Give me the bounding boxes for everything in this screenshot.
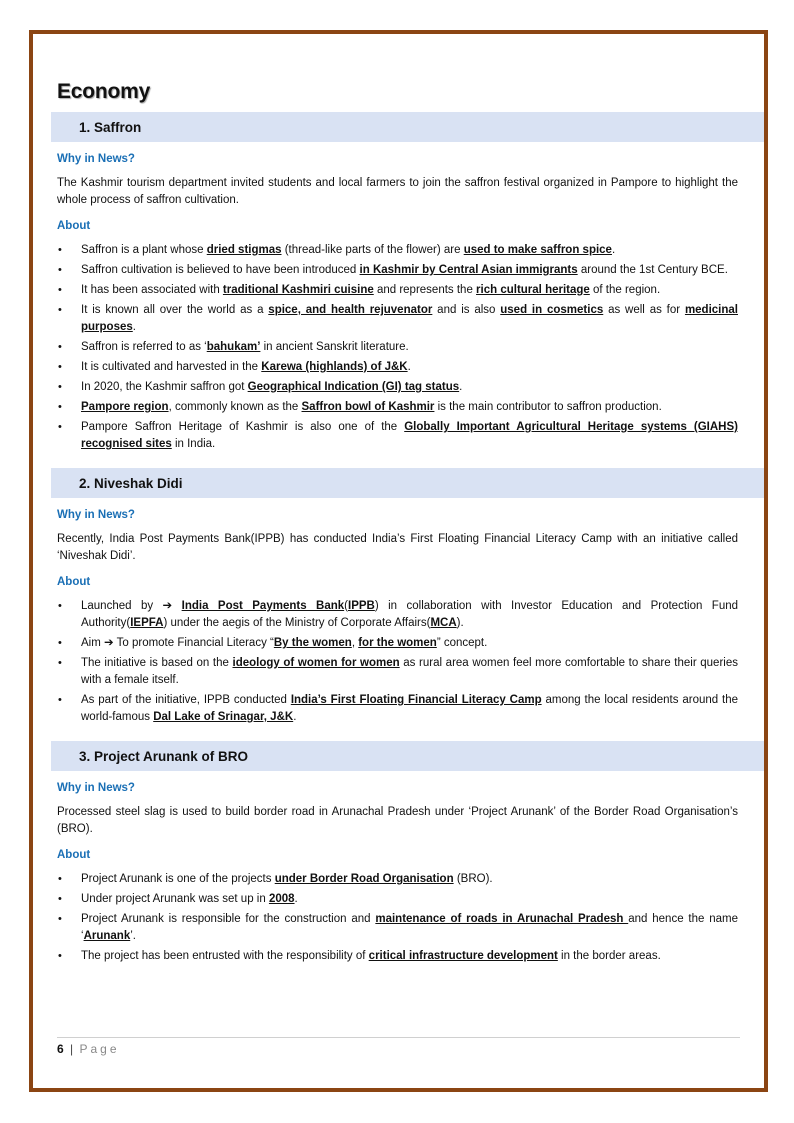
emphasis-text: By the women xyxy=(273,637,352,649)
list-item xyxy=(57,302,738,336)
section-heading: 3. Project Arunank of BRO xyxy=(51,741,764,771)
body-text: It is known all over the world as a xyxy=(81,304,269,316)
list-item xyxy=(57,598,738,632)
emphasis-text: dried stigmas xyxy=(206,244,282,256)
emphasis-text: India’s First Floating Financial Literacy Camp xyxy=(290,694,542,706)
body-text: in ancient Sanskrit literature. xyxy=(260,341,409,353)
body-text: Project Arunank is one of the projects xyxy=(81,873,275,885)
emphasis-text: Saffron bowl of Kashmir xyxy=(301,401,435,413)
emphasis-text: rich cultural heritage xyxy=(476,284,590,296)
about-label: About xyxy=(57,220,91,232)
bullet-icon: • xyxy=(58,401,62,413)
body-text: (BRO). xyxy=(453,873,493,885)
bullet-list xyxy=(57,242,738,453)
why-in-news-text: The Kashmir tourism department invited students and local farmers to join the saffron festival organized in Pampore to highlight the whole process of saffron cultivation. xyxy=(57,177,738,206)
emphasis-text: MCA xyxy=(430,617,457,629)
body-text: Saffron is a plant whose xyxy=(81,244,207,256)
bullet-icon: • xyxy=(58,244,62,256)
document-body xyxy=(57,78,738,968)
emphasis-text: critical infrastructure development xyxy=(368,950,558,962)
list-item xyxy=(57,948,738,965)
emphasis-text: used in cosmetics xyxy=(500,304,604,316)
list-item xyxy=(57,911,738,945)
body-text: . xyxy=(294,893,298,905)
bullet-icon: • xyxy=(58,381,62,393)
page-title: Economy xyxy=(57,80,151,103)
why-in-news-label: Why in News? xyxy=(57,153,135,165)
bullet-icon: • xyxy=(58,950,62,962)
body-text: ( xyxy=(344,600,348,612)
bullet-icon: • xyxy=(58,264,62,276)
body-text: Aim ➔ To promote Financial Literacy “ xyxy=(81,637,274,649)
emphasis-text: Geographical Indication (GI) tag status xyxy=(247,381,460,393)
body-text: and hence the name ‘ xyxy=(81,913,738,942)
why-in-news-text: Processed steel slag is used to build border road in Arunachal Pradesh under ‘Project Arunank’ of the Border Road Organisation’s (BRO). xyxy=(57,806,738,835)
bullet-icon: • xyxy=(58,341,62,353)
list-item xyxy=(57,871,738,888)
body-text: Under project Arunank was set up in xyxy=(81,893,269,905)
body-text: Pampore Saffron Heritage of Kashmir is also one of the xyxy=(81,421,405,433)
body-text: It is cultivated and harvested in the xyxy=(81,361,262,373)
list-item xyxy=(57,891,738,908)
bullet-icon: • xyxy=(58,284,62,296)
section-project-arunank xyxy=(57,741,738,965)
why-in-news-label: Why in News? xyxy=(57,782,135,794)
bullet-icon: • xyxy=(58,893,62,905)
body-text: Saffron is referred to as ‘ xyxy=(81,341,207,353)
body-text: In 2020, the Kashmir saffron got xyxy=(81,381,248,393)
list-item xyxy=(57,379,738,396)
emphasis-text: 2008 xyxy=(268,893,295,905)
emphasis-text: for the women xyxy=(358,637,437,649)
body-text: ” concept. xyxy=(436,637,488,649)
emphasis-text: traditional Kashmiri cuisine xyxy=(222,284,374,296)
emphasis-text: IPPB xyxy=(348,600,375,612)
page-number: 6 xyxy=(57,1042,64,1056)
body-text: The project has been entrusted with the responsibility of xyxy=(81,950,369,962)
body-text: ). xyxy=(456,617,464,629)
emphasis-text: Arunank xyxy=(83,930,131,942)
emphasis-text: India Post Payments Bank xyxy=(181,600,345,612)
list-item xyxy=(57,282,738,299)
bullet-icon: • xyxy=(58,913,62,925)
emphasis-text: Dal Lake of Srinagar, J&K xyxy=(153,711,294,723)
why-in-news-text: Recently, India Post Payments Bank(IPPB) has conducted India’s First Floating Financial Literacy Camp with an initiative called ‘Niveshak Didi’. xyxy=(57,533,738,562)
body-text: . xyxy=(611,244,616,256)
body-text: Launched by ➔ xyxy=(81,600,182,612)
body-text: . xyxy=(407,361,411,373)
body-text: . xyxy=(132,321,136,333)
why-in-news-label: Why in News? xyxy=(57,509,135,521)
list-item xyxy=(57,419,738,453)
footer-separator: | xyxy=(70,1042,74,1056)
list-item xyxy=(57,635,738,652)
about-label: About xyxy=(57,576,91,588)
body-text: (thread-like parts of the flower) are xyxy=(281,244,464,256)
body-text: as well as for xyxy=(603,304,685,316)
body-text: of the region. xyxy=(589,284,661,296)
body-text: among the local residents around the world-famous xyxy=(81,694,739,723)
body-text: as rural area women feel more comfortable to share their queries with a female itself. xyxy=(81,657,738,686)
section-saffron xyxy=(57,112,738,453)
emphasis-text: maintenance of roads in Arunachal Pradesh xyxy=(375,913,629,925)
list-item xyxy=(57,262,738,279)
emphasis-text: spice, and health rejuvenator xyxy=(268,304,433,316)
section-heading: 2. Niveshak Didi xyxy=(51,468,764,498)
emphasis-text: used to make saffron spice xyxy=(463,244,612,256)
emphasis-text: in Kashmir by Central Asian immigrants xyxy=(359,264,578,276)
bullet-icon: • xyxy=(58,657,62,669)
footer-divider xyxy=(57,1037,740,1038)
body-text: ’. xyxy=(130,930,136,942)
bullet-list xyxy=(57,598,738,726)
about-label: About xyxy=(57,849,91,861)
bullet-icon: • xyxy=(58,637,62,649)
body-text: is the main contributor to saffron production. xyxy=(434,401,662,413)
body-text: . xyxy=(459,381,463,393)
body-text: The initiative is based on the xyxy=(81,657,233,669)
bullet-icon: • xyxy=(58,694,62,706)
bullet-icon: • xyxy=(58,361,62,373)
body-text: ) in collaboration with Investor Education and Protection Fund Authority( xyxy=(81,600,739,629)
emphasis-text: medicinal purposes xyxy=(81,304,738,333)
list-item xyxy=(57,692,738,726)
emphasis-text: Karewa (highlands) of J&K xyxy=(261,361,408,373)
list-item xyxy=(57,655,738,689)
emphasis-text: IEPFA xyxy=(130,617,164,629)
page-label: Page xyxy=(79,1042,120,1056)
list-item xyxy=(57,242,738,259)
body-text: . xyxy=(293,711,297,723)
body-text: around the 1st Century BCE. xyxy=(577,264,728,276)
emphasis-text: Pampore region xyxy=(81,401,169,413)
emphasis-text: bahukam’ xyxy=(206,341,261,353)
bullet-icon: • xyxy=(58,873,62,885)
list-item xyxy=(57,359,738,376)
list-item xyxy=(57,399,738,416)
page-footer xyxy=(57,1042,120,1056)
body-text: ) under the aegis of the Ministry of Corporate Affairs( xyxy=(163,617,431,629)
body-text: and is also xyxy=(432,304,501,316)
body-text: and represents the xyxy=(373,284,477,296)
body-text: in the border areas. xyxy=(557,950,661,962)
body-text: It has been associated with xyxy=(81,284,223,296)
list-item xyxy=(57,339,738,356)
section-niveshak-didi xyxy=(57,468,738,726)
body-text: in India. xyxy=(171,438,216,450)
bullet-icon: • xyxy=(58,421,62,433)
body-text: , commonly known as the xyxy=(168,401,302,413)
body-text: Saffron cultivation is believed to have been introduced xyxy=(81,264,360,276)
body-text: Project Arunank is responsible for the construction and xyxy=(81,913,376,925)
body-text: , xyxy=(351,637,359,649)
body-text: As part of the initiative, IPPB conducted xyxy=(81,694,291,706)
bullet-icon: • xyxy=(58,304,62,316)
bullet-list xyxy=(57,871,738,965)
bullet-icon: • xyxy=(58,600,62,612)
emphasis-text: ideology of women for women xyxy=(232,657,400,669)
emphasis-text: under Border Road Organisation xyxy=(274,873,454,885)
section-heading: 1. Saffron xyxy=(51,112,764,142)
emphasis-text: Globally Important Agricultural Heritage systems (GIAHS) recognised sites xyxy=(81,421,738,450)
